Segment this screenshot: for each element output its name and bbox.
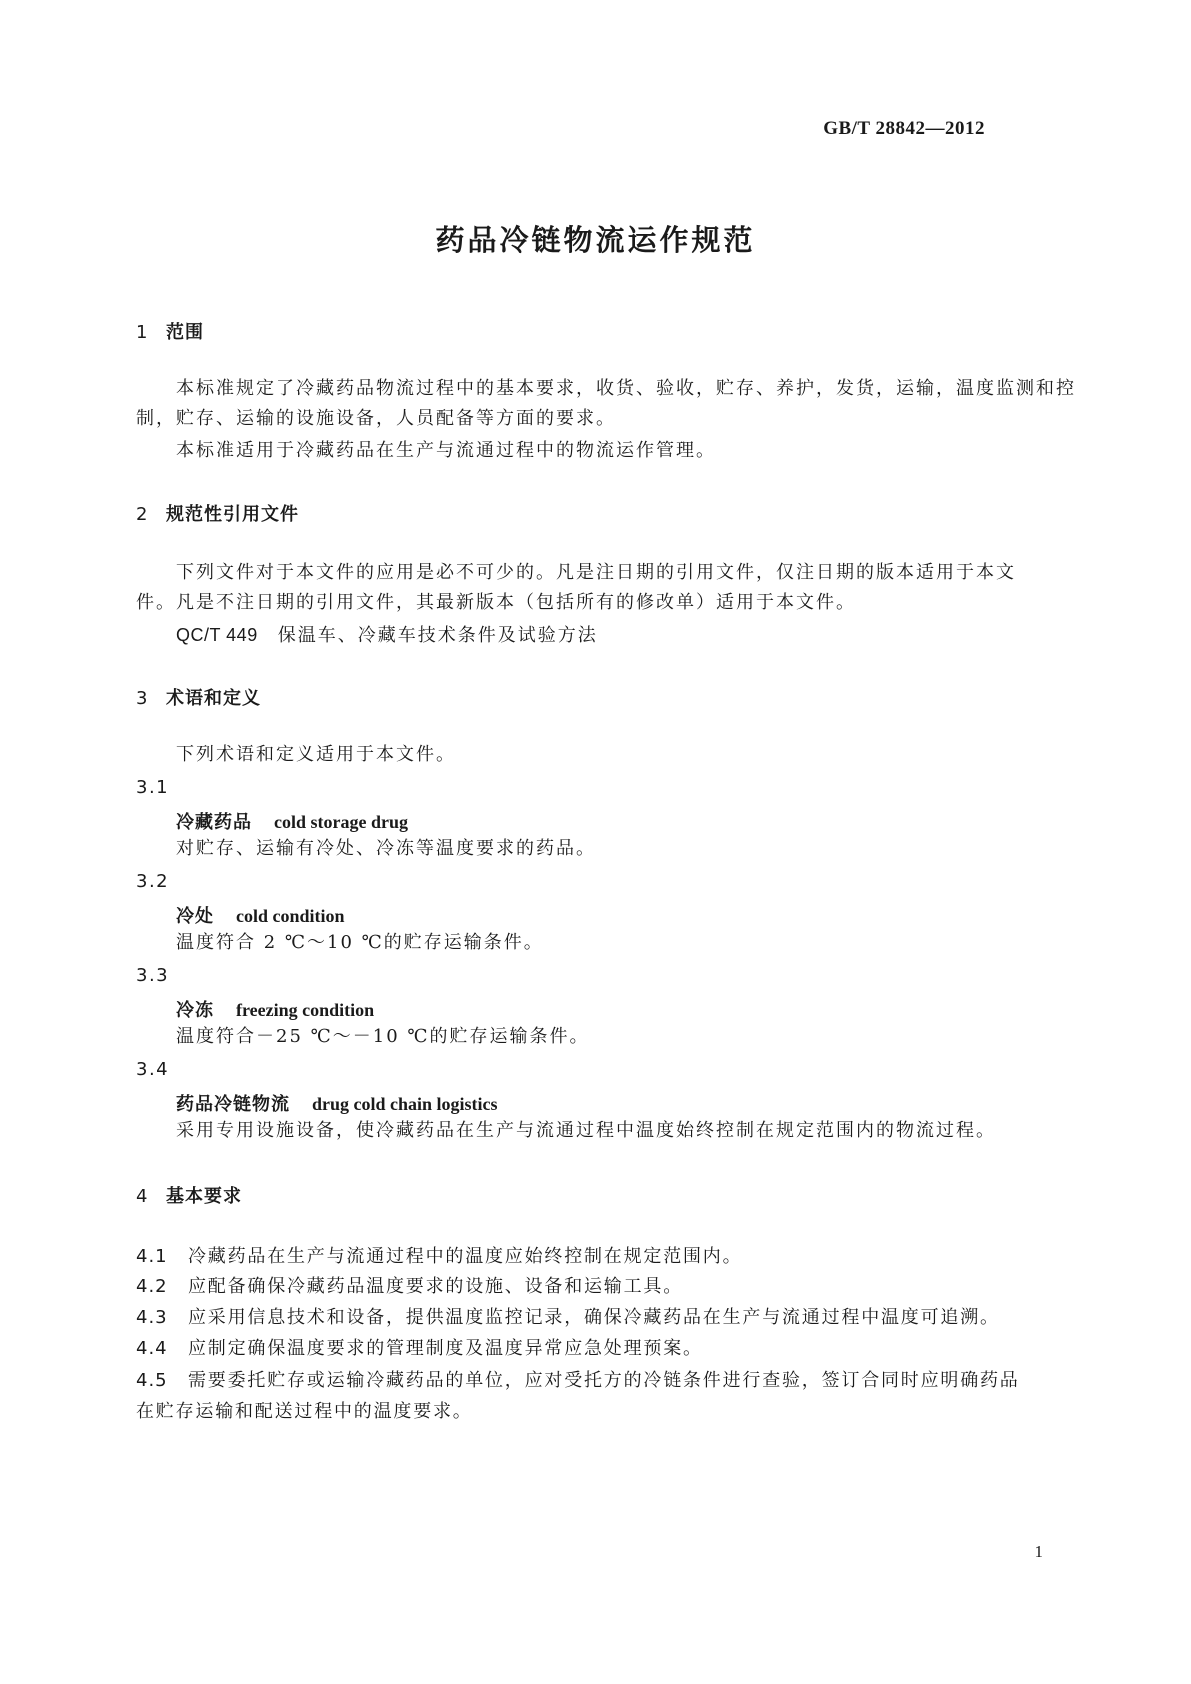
requirement-text: 需要委托贮存或运输冷藏药品的单位，应对受托方的冷链条件进行查验，签订合同时应明确药品 [188,1370,1020,1391]
term-definition: 采用专用设施设备，使冷藏药品在生产与流通过程中温度始终控制在规定范围内的物流过程。 [176,1120,996,1141]
requirement-continuation: 在贮存运输和配送过程中的温度要求。 [136,1401,473,1422]
reference-title: 保温车、冷藏车技术条件及试验方法 [277,625,598,646]
term-name [176,902,345,928]
term-name [176,996,374,1022]
section-number: 1 [136,322,149,343]
term-name-zh: 冷处 [176,906,214,927]
term-definition: 对贮存、运输有冷处、冷冻等温度要求的药品。 [176,838,596,859]
term-name-en: drug cold chain logistics [312,1094,498,1114]
requirement-item [136,1334,703,1360]
term-name-zh: 冷冻 [176,1000,214,1021]
s1-paragraph-1-line-1: 本标准规定了冷藏药品物流过程中的基本要求，收货、验收，贮存、养护，发货，运输，温度监测和控 [176,378,1076,399]
term-name [176,1090,498,1116]
term-name-en: cold storage drug [274,812,408,832]
term-definition: 温度符合－25 ℃～－10 ℃的贮存运输条件。 [176,1026,590,1047]
requirement-item [136,1272,683,1298]
requirement-item [136,1303,1000,1329]
s3-intro: 下列术语和定义适用于本文件。 [176,744,456,765]
requirement-number: 4.3 [136,1307,168,1328]
requirement-text: 应采用信息技术和设备，提供温度监控记录，确保冷藏药品在生产与流通过程中温度可追溯。 [188,1307,1000,1328]
section-number: 2 [136,504,149,525]
section-4-heading [136,1182,242,1208]
requirement-number: 4.1 [136,1246,168,1267]
term-number: 3.1 [136,777,170,798]
section-number: 4 [136,1186,149,1207]
term-number: 3.3 [136,965,170,986]
requirement-item [136,1366,1020,1392]
page-number: 1 [1034,1542,1043,1561]
section-title: 规范性引用文件 [166,504,299,525]
term-definition: 温度符合 2 ℃～10 ℃的贮存运输条件。 [176,932,544,953]
section-2-heading [136,500,299,526]
section-title: 基本要求 [166,1186,242,1207]
term-name [176,808,408,834]
section-3-heading [136,684,261,710]
requirement-text: 应配备确保冷藏药品温度要求的设施、设备和运输工具。 [188,1276,683,1297]
section-title: 术语和定义 [166,688,261,709]
s1-paragraph-1-line-2: 制，贮存、运输的设施设备，人员配备等方面的要求。 [136,408,616,429]
term-number: 3.4 [136,1059,170,1080]
section-1-heading [136,318,204,344]
section-number: 3 [136,688,149,709]
s1-paragraph-2: 本标准适用于冷藏药品在生产与流通过程中的物流运作管理。 [176,440,716,461]
s2-paragraph-1-line-2: 件。凡是不注日期的引用文件，其最新版本（包括所有的修改单）适用于本文件。 [136,592,856,613]
requirement-number: 4.5 [136,1370,168,1391]
term-name-zh: 药品冷链物流 [176,1094,290,1115]
requirement-number: 4.2 [136,1276,168,1297]
requirement-text: 应制定确保温度要求的管理制度及温度异常应急处理预案。 [188,1338,703,1359]
term-name-en: cold condition [236,906,345,926]
s2-paragraph-1-line-1: 下列文件对于本文件的应用是必不可少的。凡是注日期的引用文件，仅注日期的版本适用于本文 [176,562,1016,583]
term-name-zh: 冷藏药品 [176,812,252,833]
requirement-text: 冷藏药品在生产与流通过程中的温度应始终控制在规定范围内。 [188,1246,743,1267]
normative-reference [176,620,598,651]
requirement-number: 4.4 [136,1338,168,1359]
document-title: 药品冷链物流运作规范 [435,223,756,257]
reference-code: QC/T 449 [176,625,258,645]
section-title: 范围 [166,322,204,343]
term-number: 3.2 [136,871,170,892]
requirement-item [136,1242,742,1268]
standard-number: GB/T 28842—2012 [823,118,985,139]
term-name-en: freezing condition [236,1000,375,1020]
